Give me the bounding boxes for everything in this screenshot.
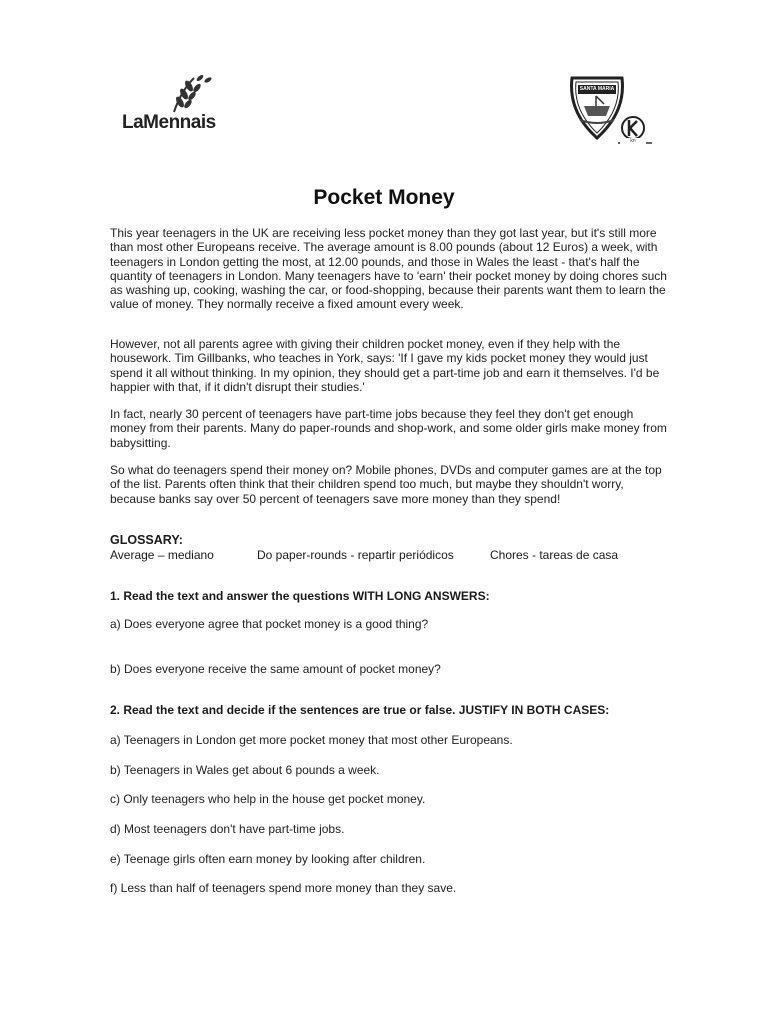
glossary-entry: Chores - tareas de casa [490, 548, 619, 562]
paragraph-2 [110, 337, 670, 394]
la-mennais-logo [122, 72, 222, 134]
glossary-heading: GLOSSARY: [110, 533, 183, 547]
shield-caption: SANTA MARIA [579, 86, 615, 92]
paragraph-text: So what do teenagers spend their money on? Mobile phones, DVDs and computer games are at the top of the list. Parents often think that their children spend too much, but maybe they shouldn't worry, because banks say over 50 percent of teenagers save more money than they spend! [110, 463, 662, 506]
page-title: Pocket Money [313, 186, 455, 209]
exercise-1-heading: 1. Read the text and answer the questions WITH LONG ANSWERS: [110, 589, 490, 603]
paragraph-text: In fact, nearly 30 percent of teenagers have part-time jobs because they feel they don't get enough money from their parents. Many do paper-rounds and shop-work, and some older girls make money from babysitting. [110, 407, 667, 450]
paragraph-3 [110, 407, 670, 450]
school-crest-logo [566, 72, 656, 152]
exercise-2-statement: e) Teenage girls often earn money by looking after children. [110, 852, 426, 866]
paragraph-4 [110, 463, 670, 506]
paragraph-text: This year teenagers in the UK are receiving less pocket money than they got last year, but it's still more than most other Europeans receive. The average amount is 8.00 pounds (about 12 Euros) a week, with teenagers in London getting the most, at 12.00 pounds, and those in Wales the least - that's half the quantity of teenagers in London. Many teenagers have to 'earn' their pocket money by doing chores such as washing up, cooking, washing the car, or food-shopping, because their parents want them to learn the value of money. They normally receive a fixed amount every week. [110, 226, 667, 312]
wheat-icon [122, 72, 222, 114]
paragraph-1 [110, 226, 670, 312]
exercise-2-heading: 2. Read the text and decide if the sentences are true or false. JUSTIFY IN BOTH CASES: [110, 703, 610, 717]
la-mennais-wordmark: LaMennais [122, 112, 216, 133]
exercise-1-question: a) Does everyone agree that pocket money is a good thing? [110, 617, 429, 631]
paragraph-text: However, not all parents agree with giving their children pocket money, even if they help with the housework. Tim Gillbanks, who teaches in York, says: 'If I gave my kids pocket money they would just spend it all without thinking. In my opinion, they should get a part-time job and earn it themselves. I'd be happier with that, if it didn't disrupt their studies.' [110, 337, 660, 394]
glossary-entry: Do paper-rounds - repartir periódicos [257, 548, 454, 562]
kn-mark: kn [620, 138, 646, 144]
exercise-2-statement: c) Only teenagers who help in the house get pocket money. [110, 792, 426, 806]
exercise-2-statement: b) Teenagers in Wales get about 6 pounds a week. [110, 763, 380, 777]
exercise-2-statement: a) Teenagers in London get more pocket money that most other Europeans. [110, 733, 513, 747]
exercise-2-statement: d) Most teenagers don't have part-time jobs. [110, 822, 345, 836]
glossary-entry: Average – mediano [110, 548, 214, 562]
exercise-2-statement: f) Less than half of teenagers spend more money than they save. [110, 881, 457, 895]
exercise-1-question: b) Does everyone receive the same amount of pocket money? [110, 662, 441, 676]
